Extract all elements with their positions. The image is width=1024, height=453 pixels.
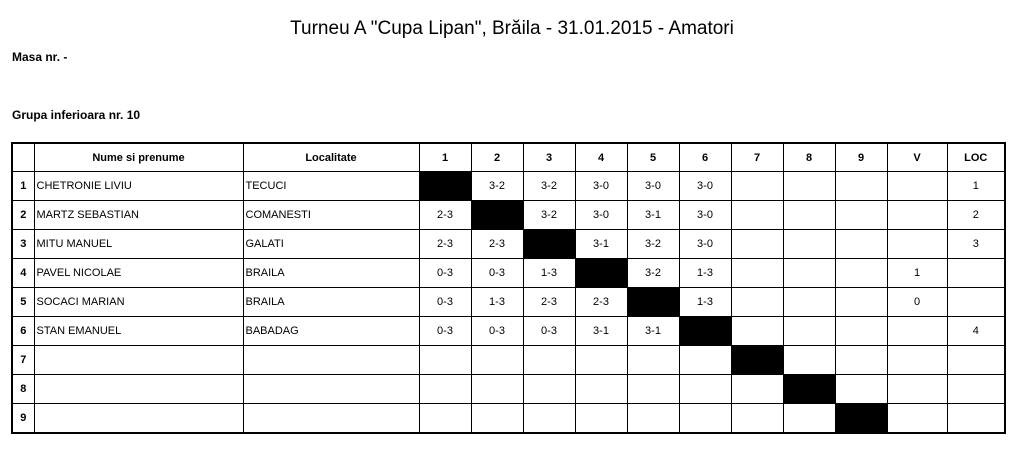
score-cell: [731, 317, 783, 346]
player-name: [34, 346, 243, 375]
score-cell: [731, 259, 783, 288]
score-cell: [419, 375, 471, 404]
player-name: [34, 375, 243, 404]
header-col-1: 1: [419, 143, 471, 172]
score-cell: 3-0: [679, 172, 731, 201]
player-name: SOCACI MARIAN: [34, 288, 243, 317]
table-row: [12, 346, 1005, 375]
score-cell: [679, 404, 731, 434]
score-cell: 3-0: [627, 172, 679, 201]
header-loc: LOC: [947, 143, 1005, 172]
score-cell: [471, 346, 523, 375]
score-cell: 2-3: [419, 201, 471, 230]
row-index: 3: [12, 230, 34, 259]
table-row: [12, 288, 1005, 317]
row-index: 4: [12, 259, 34, 288]
score-cell: 1-3: [471, 288, 523, 317]
wins-cell: [887, 201, 947, 230]
score-cell: [835, 346, 887, 375]
diagonal-cell: [627, 288, 679, 317]
player-localitate: BRAILA: [243, 259, 419, 288]
table-number-label: Masa nr. -: [12, 50, 68, 64]
player-name: CHETRONIE LIVIU: [34, 172, 243, 201]
score-cell: 0-3: [419, 317, 471, 346]
score-cell: [471, 375, 523, 404]
diagonal-cell: [731, 346, 783, 375]
score-cell: [575, 375, 627, 404]
score-cell: [835, 317, 887, 346]
player-name: MARTZ SEBASTIAN: [34, 201, 243, 230]
row-index: 6: [12, 317, 34, 346]
score-cell: 3-2: [523, 172, 575, 201]
row-index: 9: [12, 404, 34, 434]
diagonal-cell: [471, 201, 523, 230]
place-cell: 2: [947, 201, 1005, 230]
results-table: [11, 142, 1006, 434]
player-localitate: TECUCI: [243, 172, 419, 201]
header-localitate: Localitate: [243, 143, 419, 172]
score-cell: [523, 404, 575, 434]
score-cell: [783, 172, 835, 201]
score-cell: [835, 288, 887, 317]
score-cell: [731, 201, 783, 230]
score-cell: 3-2: [523, 201, 575, 230]
score-cell: 3-1: [575, 230, 627, 259]
player-localitate: [243, 346, 419, 375]
score-cell: 0-3: [471, 259, 523, 288]
score-cell: [731, 375, 783, 404]
score-cell: [783, 201, 835, 230]
wins-cell: [887, 404, 947, 434]
place-cell: [947, 259, 1005, 288]
score-cell: [523, 375, 575, 404]
page-title: Turneu A "Cupa Lipan", Brăila - 31.01.2015 - Amatori: [290, 18, 734, 39]
place-cell: 1: [947, 172, 1005, 201]
header-col-5: 5: [627, 143, 679, 172]
score-cell: [783, 259, 835, 288]
wins-cell: [887, 172, 947, 201]
row-index: 5: [12, 288, 34, 317]
score-cell: 0-3: [419, 259, 471, 288]
group-label: Grupa inferioara nr. 10: [12, 108, 141, 122]
score-cell: 3-0: [575, 201, 627, 230]
score-cell: 0-3: [419, 288, 471, 317]
score-cell: [783, 404, 835, 434]
header-col-9: 9: [835, 143, 887, 172]
score-cell: 1-3: [679, 259, 731, 288]
score-cell: [523, 346, 575, 375]
table-row: [12, 201, 1005, 230]
score-cell: [731, 172, 783, 201]
wins-cell: [887, 375, 947, 404]
header-row: [12, 143, 1005, 172]
player-localitate: BRAILA: [243, 288, 419, 317]
place-cell: [947, 404, 1005, 434]
score-cell: 1-3: [679, 288, 731, 317]
header-col-2: 2: [471, 143, 523, 172]
header-name: Nume si prenume: [34, 143, 243, 172]
header-col-6: 6: [679, 143, 731, 172]
header-col-8: 8: [783, 143, 835, 172]
diagonal-cell: [575, 259, 627, 288]
place-cell: 3: [947, 230, 1005, 259]
place-cell: 4: [947, 317, 1005, 346]
header-v: V: [887, 143, 947, 172]
score-cell: [731, 230, 783, 259]
wins-cell: [887, 317, 947, 346]
score-cell: [575, 346, 627, 375]
score-cell: [783, 230, 835, 259]
score-cell: [627, 346, 679, 375]
score-cell: [679, 346, 731, 375]
score-cell: [731, 288, 783, 317]
header-col-4: 4: [575, 143, 627, 172]
player-localitate: [243, 404, 419, 434]
place-cell: [947, 346, 1005, 375]
score-cell: 3-0: [679, 230, 731, 259]
score-cell: 3-1: [627, 317, 679, 346]
table-row: [12, 404, 1005, 434]
score-cell: 3-0: [679, 201, 731, 230]
player-localitate: GALATI: [243, 230, 419, 259]
score-cell: 0-3: [471, 317, 523, 346]
player-localitate: COMANESTI: [243, 201, 419, 230]
player-name: PAVEL NICOLAE: [34, 259, 243, 288]
row-index: 7: [12, 346, 34, 375]
row-index: 2: [12, 201, 34, 230]
score-cell: [835, 230, 887, 259]
score-cell: 3-1: [627, 201, 679, 230]
table-row: [12, 172, 1005, 201]
score-cell: 1-3: [523, 259, 575, 288]
diagonal-cell: [835, 404, 887, 434]
table-row: [12, 375, 1005, 404]
diagonal-cell: [783, 375, 835, 404]
score-cell: [679, 375, 731, 404]
diagonal-cell: [523, 230, 575, 259]
header-index: [12, 143, 34, 172]
player-localitate: [243, 375, 419, 404]
score-cell: [419, 404, 471, 434]
score-cell: [783, 346, 835, 375]
table-row: [12, 259, 1005, 288]
score-cell: [783, 288, 835, 317]
score-cell: [835, 259, 887, 288]
place-cell: [947, 288, 1005, 317]
row-index: 8: [12, 375, 34, 404]
score-cell: [471, 404, 523, 434]
place-cell: [947, 375, 1005, 404]
header-col-3: 3: [523, 143, 575, 172]
table-row: [12, 230, 1005, 259]
player-name: STAN EMANUEL: [34, 317, 243, 346]
score-cell: [783, 317, 835, 346]
player-localitate: BABADAG: [243, 317, 419, 346]
score-cell: 3-2: [627, 259, 679, 288]
score-cell: 3-1: [575, 317, 627, 346]
diagonal-cell: [419, 172, 471, 201]
score-cell: [835, 375, 887, 404]
header-col-7: 7: [731, 143, 783, 172]
score-cell: 2-3: [471, 230, 523, 259]
wins-cell: 0: [887, 288, 947, 317]
score-cell: [419, 346, 471, 375]
score-cell: [731, 404, 783, 434]
score-cell: [575, 404, 627, 434]
table-row: [12, 317, 1005, 346]
score-cell: 3-2: [471, 172, 523, 201]
wins-cell: [887, 346, 947, 375]
score-cell: 2-3: [523, 288, 575, 317]
row-index: 1: [12, 172, 34, 201]
player-name: [34, 404, 243, 434]
player-name: MITU MANUEL: [34, 230, 243, 259]
diagonal-cell: [679, 317, 731, 346]
score-cell: [627, 375, 679, 404]
score-cell: [627, 404, 679, 434]
score-cell: 3-0: [575, 172, 627, 201]
wins-cell: 1: [887, 259, 947, 288]
wins-cell: [887, 230, 947, 259]
score-cell: 3-2: [627, 230, 679, 259]
score-cell: 2-3: [575, 288, 627, 317]
score-cell: 2-3: [419, 230, 471, 259]
score-cell: [835, 172, 887, 201]
score-cell: 0-3: [523, 317, 575, 346]
score-cell: [835, 201, 887, 230]
